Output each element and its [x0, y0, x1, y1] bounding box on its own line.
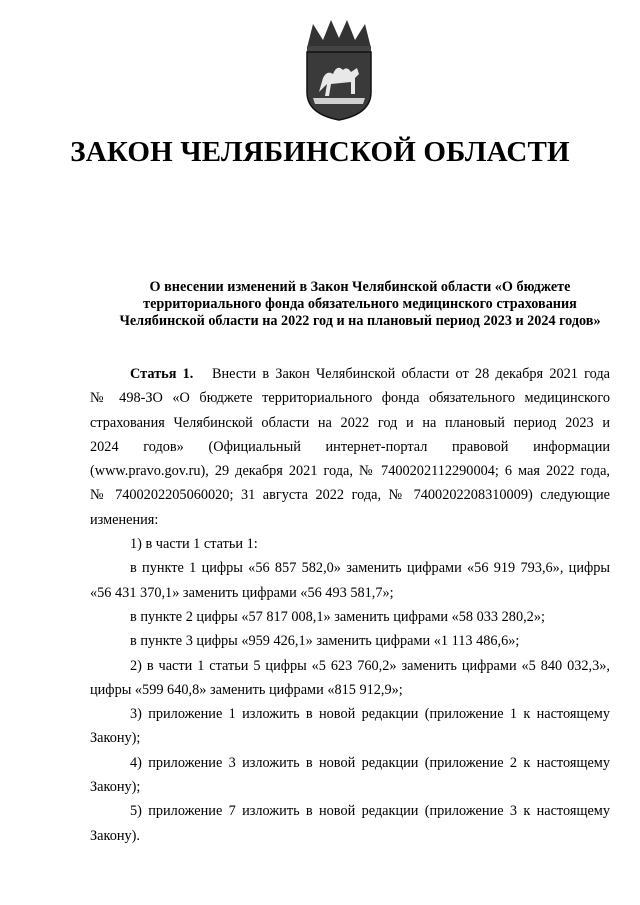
text-line: изменения:: [90, 511, 159, 528]
text-line: в пункте 1 цифры «56 857 582,0» заменить цифрами «56 919 793,6», цифры: [130, 560, 610, 577]
text-line: 4) приложение 3 изложить в новой редакции (приложение 2 к настоящему: [130, 754, 610, 771]
text-line: в пункте 3 цифры «959 426,1» заменить цифрами «1 113 486,6»;: [130, 633, 520, 650]
text-line: № 498-ЗО «О бюджете территориального фонда обязательного медицинского: [90, 390, 610, 407]
text-line: Закону);: [90, 779, 141, 796]
subtitle-line: территориального фонда обязательного медицинского страхования: [143, 296, 577, 312]
text-line: № 7400202205060020; 31 августа 2022 года, № 7400202208310009) следующие: [90, 487, 610, 504]
article-body: [90, 362, 610, 848]
coat-of-arms-emblem: [297, 18, 381, 122]
law-title: ЗАКОН ЧЕЛЯБИНСКОЙ ОБЛАСТИ: [70, 136, 570, 168]
text-line: 2) в части 1 статьи 5 цифры «5 623 760,2» заменить цифрами «5 840 032,3»,: [130, 657, 610, 674]
text-line: 1) в части 1 статьи 1:: [130, 536, 258, 553]
text-line: страхования Челябинской области на 2022 год и на плановый период 2023 и: [90, 414, 610, 431]
article-first-line: [90, 362, 610, 386]
subtitle-line: О внесении изменений в Закон Челябинской области «О бюджете: [149, 279, 571, 295]
text-line: цифры «599 640,8» заменить цифрами «815 912,9»;: [90, 681, 403, 698]
text-line: Закону);: [90, 730, 141, 747]
text-line: «56 431 370,1» заменить цифрами «56 493 581,7»;: [90, 584, 394, 601]
text-line: Закону).: [90, 827, 141, 844]
text-line: (www.pravo.gov.ru), 29 декабря 2021 года, № 7400202112290004; 6 мая 2022 года,: [90, 463, 610, 480]
text-line: в пункте 2 цифры «57 817 008,1» заменить цифрами «58 033 280,2»;: [130, 608, 545, 625]
text-line: 5) приложение 7 изложить в новой редакции (приложение 3 к настоящему: [130, 803, 610, 820]
text-line: 3) приложение 1 изложить в новой редакции (приложение 1 к настоящему: [130, 706, 610, 723]
text-line: Внести в Закон Челябинской области от 28 декабря 2021 года: [211, 366, 610, 382]
text-line: 2024 годов» (Официальный интернет-портал правовой информации: [90, 438, 610, 455]
subtitle-line: Челябинской области на 2022 год и на плановый период 2023 и 2024 годов»: [119, 313, 601, 329]
article-label: Статья 1.: [130, 366, 194, 382]
law-subtitle: [90, 279, 630, 330]
